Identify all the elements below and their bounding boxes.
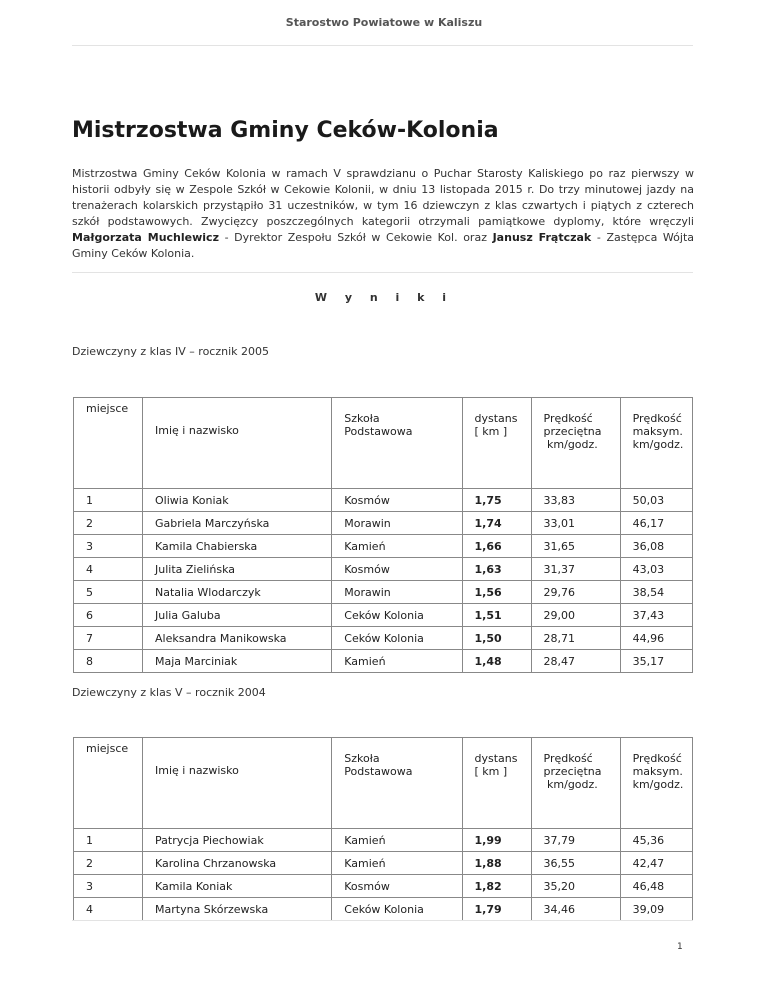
cell-place: 2 [74, 512, 143, 535]
page-number: 1 [677, 942, 683, 952]
header-school-line1: Szkoła [344, 752, 380, 765]
intro-text-3: - Zastępca Wójta Gminy Ceków Kolonia. [72, 231, 694, 260]
cell-max-speed: 46,17 [620, 512, 692, 535]
header-max-speed [620, 398, 692, 489]
table-row [74, 875, 693, 898]
table-row [74, 558, 693, 581]
cell-place: 2 [74, 852, 143, 875]
cell-name: Oliwia Koniak [143, 489, 332, 512]
table-row [74, 898, 693, 921]
cell-distance: 1,88 [462, 852, 531, 875]
footer-divider [72, 920, 693, 921]
cell-school: Kamień [332, 650, 462, 673]
cell-avg-speed: 31,65 [531, 535, 620, 558]
table-row [74, 829, 693, 852]
cell-school: Kamień [332, 829, 462, 852]
cell-distance: 1,82 [462, 875, 531, 898]
header-school [332, 738, 462, 829]
table-row [74, 852, 693, 875]
cell-place: 1 [74, 829, 143, 852]
intro-paragraph [72, 166, 694, 262]
cell-name: Martyna Skórzewska [143, 898, 332, 921]
cell-place: 7 [74, 627, 143, 650]
cell-place: 8 [74, 650, 143, 673]
cell-max-speed: 36,08 [620, 535, 692, 558]
cell-avg-speed: 29,00 [531, 604, 620, 627]
cell-max-speed: 42,47 [620, 852, 692, 875]
header-max-line3: km/godz. [632, 778, 684, 791]
cell-school: Morawin [332, 581, 462, 604]
header-max-speed [620, 738, 692, 829]
cell-distance: 1,50 [462, 627, 531, 650]
header-distance-line1: dystans [474, 412, 518, 425]
header-school [332, 398, 462, 489]
cell-name: Patrycja Piechowiak [143, 829, 332, 852]
cell-school: Kamień [332, 852, 462, 875]
intro-text-2: - Dyrektor Zespołu Szkół w Cekowie Kol. oraz [218, 231, 493, 244]
header-avg-line1: Prędkość [543, 412, 593, 425]
table-header-row [74, 398, 693, 489]
cell-name: Gabriela Marczyńska [143, 512, 332, 535]
cell-school: Kamień [332, 535, 462, 558]
cell-avg-speed: 36,55 [531, 852, 620, 875]
header-avg-speed [531, 398, 620, 489]
cell-name: Kamila Koniak [143, 875, 332, 898]
table-row [74, 650, 693, 673]
cell-avg-speed: 29,76 [531, 581, 620, 604]
cell-max-speed: 39,09 [620, 898, 692, 921]
header-name: Imię i nazwisko [143, 398, 332, 489]
header-max-line1: Prędkość [632, 752, 682, 765]
cell-school: Kosmów [332, 558, 462, 581]
cell-distance: 1,66 [462, 535, 531, 558]
page-title: Mistrzostwa Gminy Ceków-Kolonia [72, 118, 499, 143]
cell-name: Karolina Chrzanowska [143, 852, 332, 875]
header-name: Imię i nazwisko [143, 738, 332, 829]
cell-distance: 1,63 [462, 558, 531, 581]
cell-avg-speed: 34,46 [531, 898, 620, 921]
cell-school: Ceków Kolonia [332, 604, 462, 627]
header-distance [462, 398, 531, 489]
table-row [74, 604, 693, 627]
cell-name: Aleksandra Manikowska [143, 627, 332, 650]
cell-max-speed: 45,36 [620, 829, 692, 852]
cell-avg-speed: 33,01 [531, 512, 620, 535]
results-table [73, 737, 693, 921]
header-distance-line2: [ km ] [474, 425, 508, 438]
table-header-row [74, 738, 693, 829]
results-table [73, 397, 693, 673]
intro-name-1: Małgorzata Muchlewicz [72, 231, 219, 244]
cell-avg-speed: 35,20 [531, 875, 620, 898]
header-place: miejsce [74, 738, 143, 829]
section-title: Dziewczyny z klas V – rocznik 2004 [72, 686, 266, 699]
cell-max-speed: 50,03 [620, 489, 692, 512]
table-row [74, 627, 693, 650]
header-max-line2: maksym. [632, 765, 683, 778]
header-avg-line2: przeciętna [543, 765, 602, 778]
cell-distance: 1,79 [462, 898, 531, 921]
cell-school: Ceków Kolonia [332, 898, 462, 921]
cell-place: 5 [74, 581, 143, 604]
intro-name-2: Janusz Frątczak [492, 231, 592, 244]
header-place: miejsce [74, 398, 143, 489]
cell-distance: 1,75 [462, 489, 531, 512]
header-school-line2: Podstawowa [344, 425, 413, 438]
cell-max-speed: 43,03 [620, 558, 692, 581]
cell-name: Kamila Chabierska [143, 535, 332, 558]
table-row [74, 535, 693, 558]
header-distance-line1: dystans [474, 752, 518, 765]
cell-place: 3 [74, 875, 143, 898]
header-school-line2: Podstawowa [344, 765, 413, 778]
cell-place: 1 [74, 489, 143, 512]
cell-place: 6 [74, 604, 143, 627]
cell-school: Kosmów [332, 489, 462, 512]
page-header: Starostwo Powiatowe w Kaliszu [285, 16, 483, 29]
header-avg-line3: km/godz. [547, 438, 598, 451]
header-avg-speed [531, 738, 620, 829]
header-avg-line3: km/godz. [547, 778, 598, 791]
cell-distance: 1,99 [462, 829, 531, 852]
table-row [74, 489, 693, 512]
cell-max-speed: 38,54 [620, 581, 692, 604]
results-table-body [74, 489, 693, 673]
intro-text-1: Mistrzostwa Gminy Ceków Kolonia w ramach V sprawdzianu o Puchar Starosty Kaliskiego po raz pierwszy w historii odbyły się w Zespole Szkół w Cekowie Kolonii, w dniu 13 listopada 2015 r. Do trzy minutowej jazdy na trenażerach kolarskich przystąpiło 31 uczestników, w tym 16 dziewczyn z klas czwartych i piątych z czterech szkół podstawowych. Zwycięzcy poszczególnych kategorii otrzymali pamiątkowe dyplomy, które wręczyli [72, 167, 694, 228]
cell-name: Maja Marciniak [143, 650, 332, 673]
section-title: Dziewczyny z klas IV – rocznik 2005 [72, 345, 270, 358]
header-school-line1: Szkoła [344, 412, 380, 425]
cell-name: Natalia Wlodarczyk [143, 581, 332, 604]
cell-avg-speed: 28,71 [531, 627, 620, 650]
header-distance-line2: [ km ] [474, 765, 508, 778]
cell-name: Julita Zielińska [143, 558, 332, 581]
header-avg-line1: Prędkość [543, 752, 593, 765]
header-max-line3: km/godz. [632, 438, 684, 451]
cell-avg-speed: 33,83 [531, 489, 620, 512]
intro-divider [72, 272, 693, 273]
header-avg-line2: przeciętna [543, 425, 602, 438]
cell-max-speed: 35,17 [620, 650, 692, 673]
table-row [74, 512, 693, 535]
cell-max-speed: 44,96 [620, 627, 692, 650]
cell-avg-speed: 28,47 [531, 650, 620, 673]
cell-max-speed: 37,43 [620, 604, 692, 627]
header-max-line1: Prędkość [632, 412, 682, 425]
cell-name: Julia Galuba [143, 604, 332, 627]
header-max-line2: maksym. [632, 425, 683, 438]
header-divider [72, 45, 693, 46]
results-heading: W y n i k i [314, 291, 454, 304]
cell-school: Kosmów [332, 875, 462, 898]
cell-place: 3 [74, 535, 143, 558]
cell-place: 4 [74, 558, 143, 581]
cell-avg-speed: 37,79 [531, 829, 620, 852]
cell-distance: 1,56 [462, 581, 531, 604]
cell-school: Morawin [332, 512, 462, 535]
cell-distance: 1,74 [462, 512, 531, 535]
results-table-body [74, 829, 693, 921]
table-row [74, 581, 693, 604]
header-distance [462, 738, 531, 829]
cell-place: 4 [74, 898, 143, 921]
cell-distance: 1,48 [462, 650, 531, 673]
cell-avg-speed: 31,37 [531, 558, 620, 581]
cell-school: Ceków Kolonia [332, 627, 462, 650]
cell-distance: 1,51 [462, 604, 531, 627]
cell-max-speed: 46,48 [620, 875, 692, 898]
